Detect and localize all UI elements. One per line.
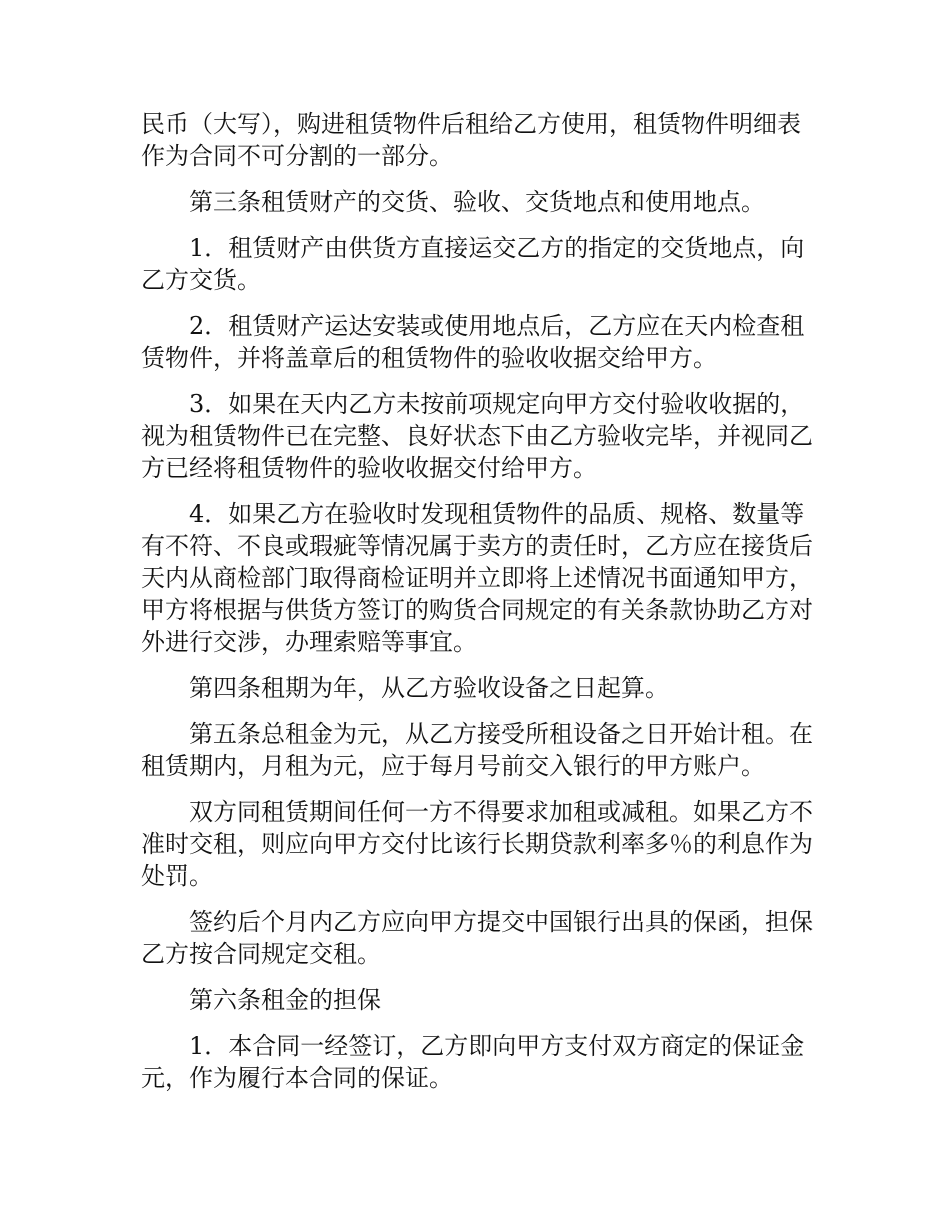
article-5-guarantee-letter: 签约后个月内乙方应向甲方提交中国银行出具的保函，担保乙方按合同规定交租。 <box>141 908 813 968</box>
paragraph-continuation: 民币（大写），购进租赁物件后租给乙方使用，租赁物件明细表作为合同不可分割的一部分。 <box>141 110 801 170</box>
article-6-heading: 第六条租金的担保 <box>189 986 381 1014</box>
article-3-clause-2: 2．租赁财产运达安装或使用地点后，乙方应在天内检查租赁物件，并将盖章后的租赁物件的验收收据交给甲方。 <box>141 312 805 372</box>
article-4: 第四条租期为年，从乙方验收设备之日起算。 <box>189 674 669 702</box>
article-5: 第五条总租金为元，从乙方接受所租设备之日开始计租。在租赁期内，月租为元，应于每月号前交入银行的甲方账户。 <box>141 720 813 780</box>
article-3-clause-1: 1．租赁财产由供货方直接运交乙方的指定的交货地点，向乙方交货。 <box>141 234 805 294</box>
article-3-heading: 第三条租赁财产的交货、验收、交货地点和使用地点。 <box>189 188 765 216</box>
article-6-clause-1: 1．本合同一经签订，乙方即向甲方支付双方商定的保证金元，作为履行本合同的保证。 <box>141 1032 805 1092</box>
document-body <box>141 108 813 1108</box>
article-3-clause-4: 4．如果乙方在验收时发现租赁物件的品质、规格、数量等有不符、不良或瑕疵等情况属于卖方的责任时，乙方应在接货后天内从商检部门取得商检证明并立即将上述情况书面通知甲方，甲方将根据与供货方签订的购货合同规定的有关条款协助乙方对外进行交涉，办理索赔等事宜。 <box>141 500 813 656</box>
article-5-rent-adjustment: 双方同租赁期间任何一方不得要求加租或减租。如果乙方不准时交租，则应向甲方交付比该行长期贷款利率多％的利息作为处罚。 <box>141 798 813 890</box>
article-3-clause-3: 3．如果在天内乙方未按前项规定向甲方交付验收收据的，视为租赁物件已在完整、良好状态下由乙方验收完毕，并视同乙方已经将租赁物件的验收收据交付给甲方。 <box>141 390 813 482</box>
